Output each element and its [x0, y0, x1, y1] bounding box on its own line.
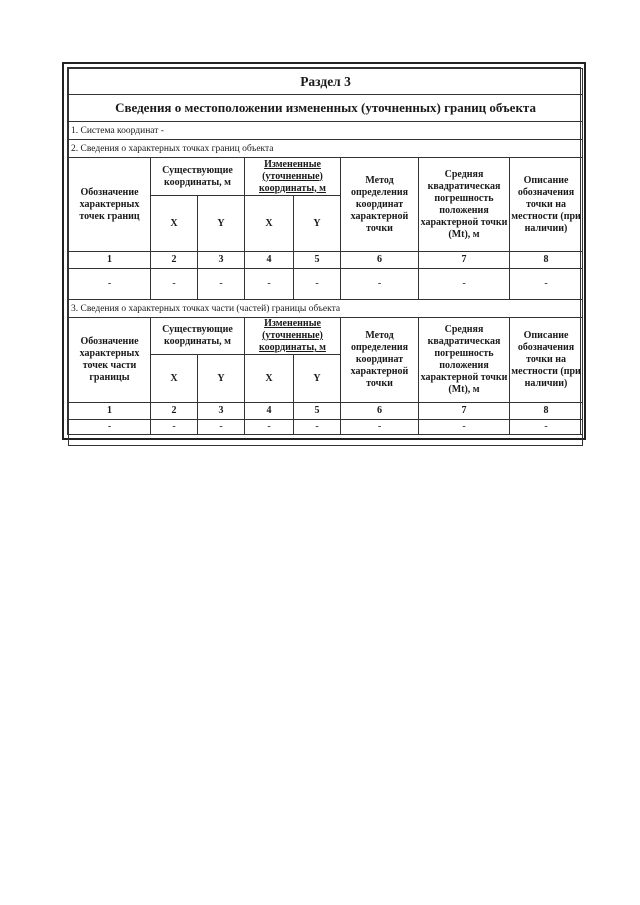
part2-number-3: 3 — [198, 252, 245, 269]
part3-col-description: Описание обозначения точки на местности (при наличии) — [510, 318, 583, 403]
part2-cell-8: - — [510, 269, 583, 300]
part2-cell-3: - — [198, 269, 245, 300]
part2-cell-2: - — [151, 269, 198, 300]
part3-number-8: 8 — [510, 403, 583, 420]
section-title: Раздел 3 — [69, 69, 583, 95]
part3-number-7: 7 — [419, 403, 510, 420]
part3-col-existing: Существующие координаты, м — [151, 318, 245, 355]
part2-col-changed-y: Y — [294, 196, 341, 252]
part2-col-changed-x: X — [245, 196, 294, 252]
part2-cell-5: - — [294, 269, 341, 300]
part3-col-method: Метод определения координат характерной точки — [341, 318, 419, 403]
part3-col-existing-x: X — [151, 355, 198, 403]
part3-number-6: 6 — [341, 403, 419, 420]
part3-col-existing-y: Y — [198, 355, 245, 403]
part3-cell-3: - — [198, 420, 245, 435]
section-table — [68, 68, 583, 446]
part3-cell-2: - — [151, 420, 198, 435]
part3-col-changed-y: Y — [294, 355, 341, 403]
part3-col-error: Средняя квадратическая погрешность положения характерной точки (Mt), м — [419, 318, 510, 403]
closing-empty-row — [69, 435, 583, 446]
part2-col-description: Описание обозначения точки на местности (при наличии) — [510, 158, 583, 252]
part2-number-6: 6 — [341, 252, 419, 269]
part3-number-2: 2 — [151, 403, 198, 420]
part3-number-5: 5 — [294, 403, 341, 420]
part3-cell-1: - — [69, 420, 151, 435]
coordinate-system-line: 1. Система координат - — [69, 122, 583, 140]
part3-cell-8: - — [510, 420, 583, 435]
part2-col-method: Метод определения координат характерной точки — [341, 158, 419, 252]
part2-heading: 2. Сведения о характерных точках границ объекта — [69, 140, 583, 158]
part2-col-designation: Обозначение характерных точек границ — [69, 158, 151, 252]
part2-cell-7: - — [419, 269, 510, 300]
part2-number-7: 7 — [419, 252, 510, 269]
part2-number-5: 5 — [294, 252, 341, 269]
part2-number-4: 4 — [245, 252, 294, 269]
part3-cell-4: - — [245, 420, 294, 435]
part2-col-changed: Измененные (уточненные) координаты, м — [245, 158, 341, 196]
part2-number-8: 8 — [510, 252, 583, 269]
part2-number-2: 2 — [151, 252, 198, 269]
part2-cell-6: - — [341, 269, 419, 300]
part2-col-existing-x: X — [151, 196, 198, 252]
part3-col-changed-x: X — [245, 355, 294, 403]
part3-cell-5: - — [294, 420, 341, 435]
part2-col-existing: Существующие координаты, м — [151, 158, 245, 196]
part3-number-4: 4 — [245, 403, 294, 420]
part2-cell-4: - — [245, 269, 294, 300]
part3-cell-7: - — [419, 420, 510, 435]
part3-number-3: 3 — [198, 403, 245, 420]
section-subtitle: Сведения о местоположении измененных (уточненных) границ объекта — [69, 95, 583, 122]
part3-number-1: 1 — [69, 403, 151, 420]
part2-col-error: Средняя квадратическая погрешность положения характерной точки (Mt), м — [419, 158, 510, 252]
section-inner — [67, 67, 581, 435]
part3-cell-6: - — [341, 420, 419, 435]
part2-number-1: 1 — [69, 252, 151, 269]
section-frame — [62, 62, 586, 440]
part2-col-existing-y: Y — [198, 196, 245, 252]
part3-heading: 3. Сведения о характерных точках части (частей) границы объекта — [69, 300, 583, 318]
part3-col-changed: Измененные (уточненные) координаты, м — [245, 318, 341, 355]
part3-col-designation: Обозначение характерных точек части границы — [69, 318, 151, 403]
part2-cell-1: - — [69, 269, 151, 300]
